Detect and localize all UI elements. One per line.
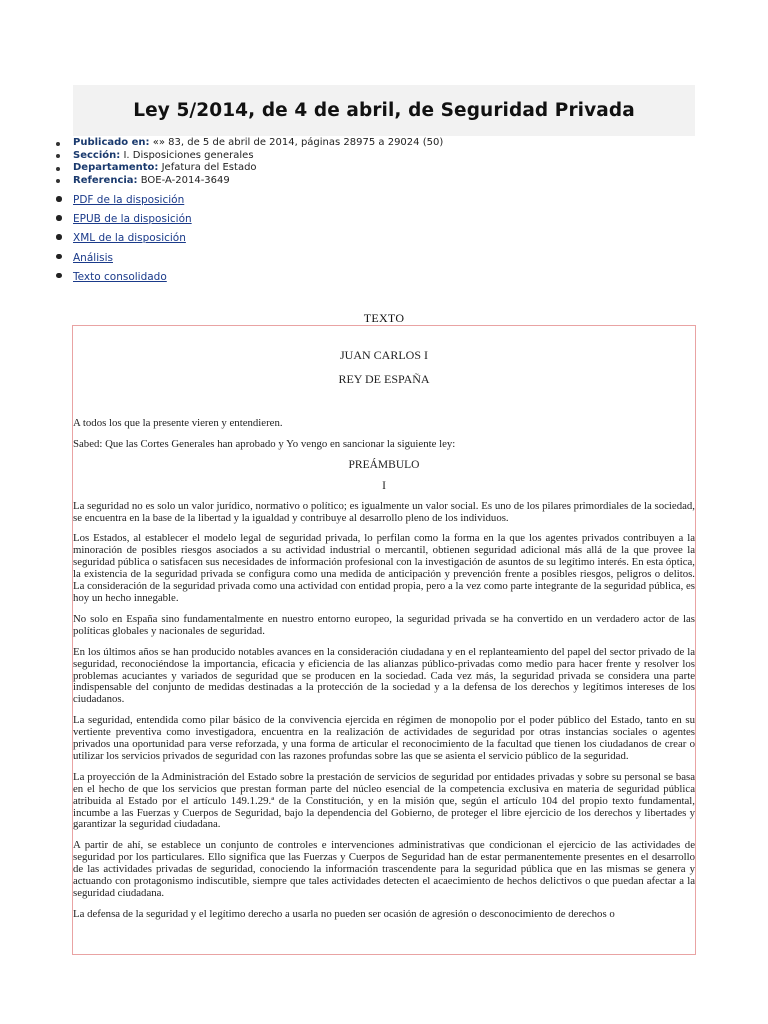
king-title: REY DE ESPAÑA [338, 372, 430, 386]
paragraph: La proyección de la Administración del Estado sobre la prestación de servicios de seguridad por entidades privadas y sobre su personal se basa en el hecho de que los servicios que prestan forman parte del núcleo esencial de la competencia exclusiva en materia de seguridad pública atribuida al Estado por el artículo 149.1.29.ª de la Constitución, y en la misión que, según el artículo 104 del propio texto fundamental, incumbe a las Fuerzas y Cuerpos de Seguridad, bajo la dependencia del Gobierno, de proteger el libre ejercicio de los derechos y libertades y garantizar la seguridad ciudadana. [73, 770, 695, 831]
meta-label: Departamento: [73, 162, 159, 173]
king-name: JUAN CARLOS I [339, 348, 428, 362]
page-title: Ley 5/2014, de 4 de abril, de Seguridad Privada [133, 100, 635, 121]
xml-link[interactable]: XML de la disposición [73, 232, 186, 245]
paragraph: En los últimos años se han producido notables avances en la consideración ciudadana y en el replanteamiento del papel del sector privado de la seguridad, reconociéndose la importancia, eficacia y eficiencia de las alianzas público-privadas como medio para hacer frente y resolver los problemas acuciantes y variados de seguridad que se producen en la sociedad. Cada vez más, la seguridad privada se considera una parte indispensable del conjunto de medidas destinadas a la protección de la sociedad y a la defensa de los derechos y legítimos intereses de los ciudadanos. [73, 645, 695, 706]
preamble-section [73, 418, 695, 921]
texto-consolidado-link[interactable]: Texto consolidado [73, 270, 167, 283]
paragraph: La defensa de la seguridad y el legítimo derecho a usarla no pueden ser ocasión de agresión o desconocimiento de derechos o [73, 907, 615, 920]
link-item-consolidado [73, 270, 192, 289]
meta-item-referencia [73, 175, 443, 188]
pdf-link[interactable]: PDF de la disposición [73, 194, 185, 206]
paragraph: No solo en España sino fundamentalmente en nuestro entorno europeo, la seguridad privada se ha convertido en un verdadero actor de las políticas globales y nacionales de seguridad. [73, 612, 695, 637]
meta-item-publicado [73, 137, 443, 150]
epub-link[interactable]: EPUB de la disposición [73, 213, 192, 226]
document-text-box [72, 325, 696, 955]
link-item-epub [73, 212, 192, 231]
meta-label: Referencia: [73, 174, 138, 186]
download-links [73, 193, 192, 289]
paragraph: Los Estados, al establecer el modelo legal de seguridad privada, lo perfilan como la forma en la que los agentes privados contribuyen a la minoración de posibles riesgos asociados a su actividad industrial o mercantil, obtienen seguridad adicional más allá de la que provee la seguridad pública o satisfacen sus necesidades de información profesional con la investigación de asuntos de su legítimo interés. En esta óptica, la existencia de la seguridad privada se configura como una medida de anticipación y prevención frente a posibles riesgos, peligros o delitos. La consideración de la seguridad privada como una actividad con entidad propia, pero a la vez como parte integrante de la seguridad pública, es hoy un hecho innegable. [73, 532, 695, 604]
metadata-list [73, 137, 443, 187]
preamble-heading: PREÁMBULO [348, 458, 420, 471]
meta-item-departamento [73, 162, 443, 175]
meta-value: Jefatura del Estado [161, 162, 257, 173]
section-number: I [382, 479, 386, 492]
paragraph: A partir de ahí, se establece un conjunto de controles e intervenciones administrativas que condicionan el ejercicio de las actividades de seguridad por los particulares. Ello significa que las Fuerzas y Cuerpos de Seguridad han de estar permanentemente presentes en el desarrollo de las actividades privadas de seguridad, conociendo la información trascendente para la seguridad pública que en las mismas se genera y actuando con protagonismo indiscutible, siempre que tales actividades detecten el acaecimiento de hechos delictivos o que puedan afectar a la seguridad ciudadana. [73, 839, 695, 899]
link-item-analisis [73, 251, 192, 270]
link-item-pdf [73, 193, 192, 212]
meta-label: Publicado en: [73, 137, 150, 148]
meta-value: «» 83, de 5 de abril de 2014, páginas 28975 a 29024 (50) [152, 137, 444, 148]
meta-value: I. Disposiciones generales [123, 149, 254, 161]
title-banner [73, 85, 695, 136]
analisis-link[interactable]: Análisis [73, 251, 113, 264]
greeting-text: A todos los que la presente vieren y entendieren. [73, 417, 283, 429]
meta-item-seccion [73, 150, 443, 163]
enactment-text: Sabed: Que las Cortes Generales han aprobado y Yo vengo en sancionar la siguiente ley: [73, 437, 456, 450]
link-item-xml [73, 231, 192, 250]
meta-value: BOE-A-2014-3649 [140, 174, 230, 186]
texto-heading: TEXTO [363, 311, 405, 325]
paragraph: La seguridad no es solo un valor jurídico, normativo o político; es igualmente un valor social. Es uno de los pilares primordiales de la sociedad, se encuentra en la base de la libertad y la igualdad y contribuye al desarrollo pleno de los individuos. [73, 499, 695, 524]
meta-label: Sección: [73, 149, 121, 161]
paragraph: La seguridad, entendida como pilar básico de la convivencia ejercida en régimen de monopolio por el poder público del Estado, tanto en su vertiente preventiva como investigadora, encuentra en la realización de actividades de seguridad por otras instancias sociales o agentes privados una oportunidad para verse reforzada, y una forma de articular el reconocimiento de la facultad que tienen los ciudadanos de crear o utilizar los servicios privados de seguridad con las razones profundas sobre las que se asienta el servicio público de la seguridad. [73, 714, 695, 762]
